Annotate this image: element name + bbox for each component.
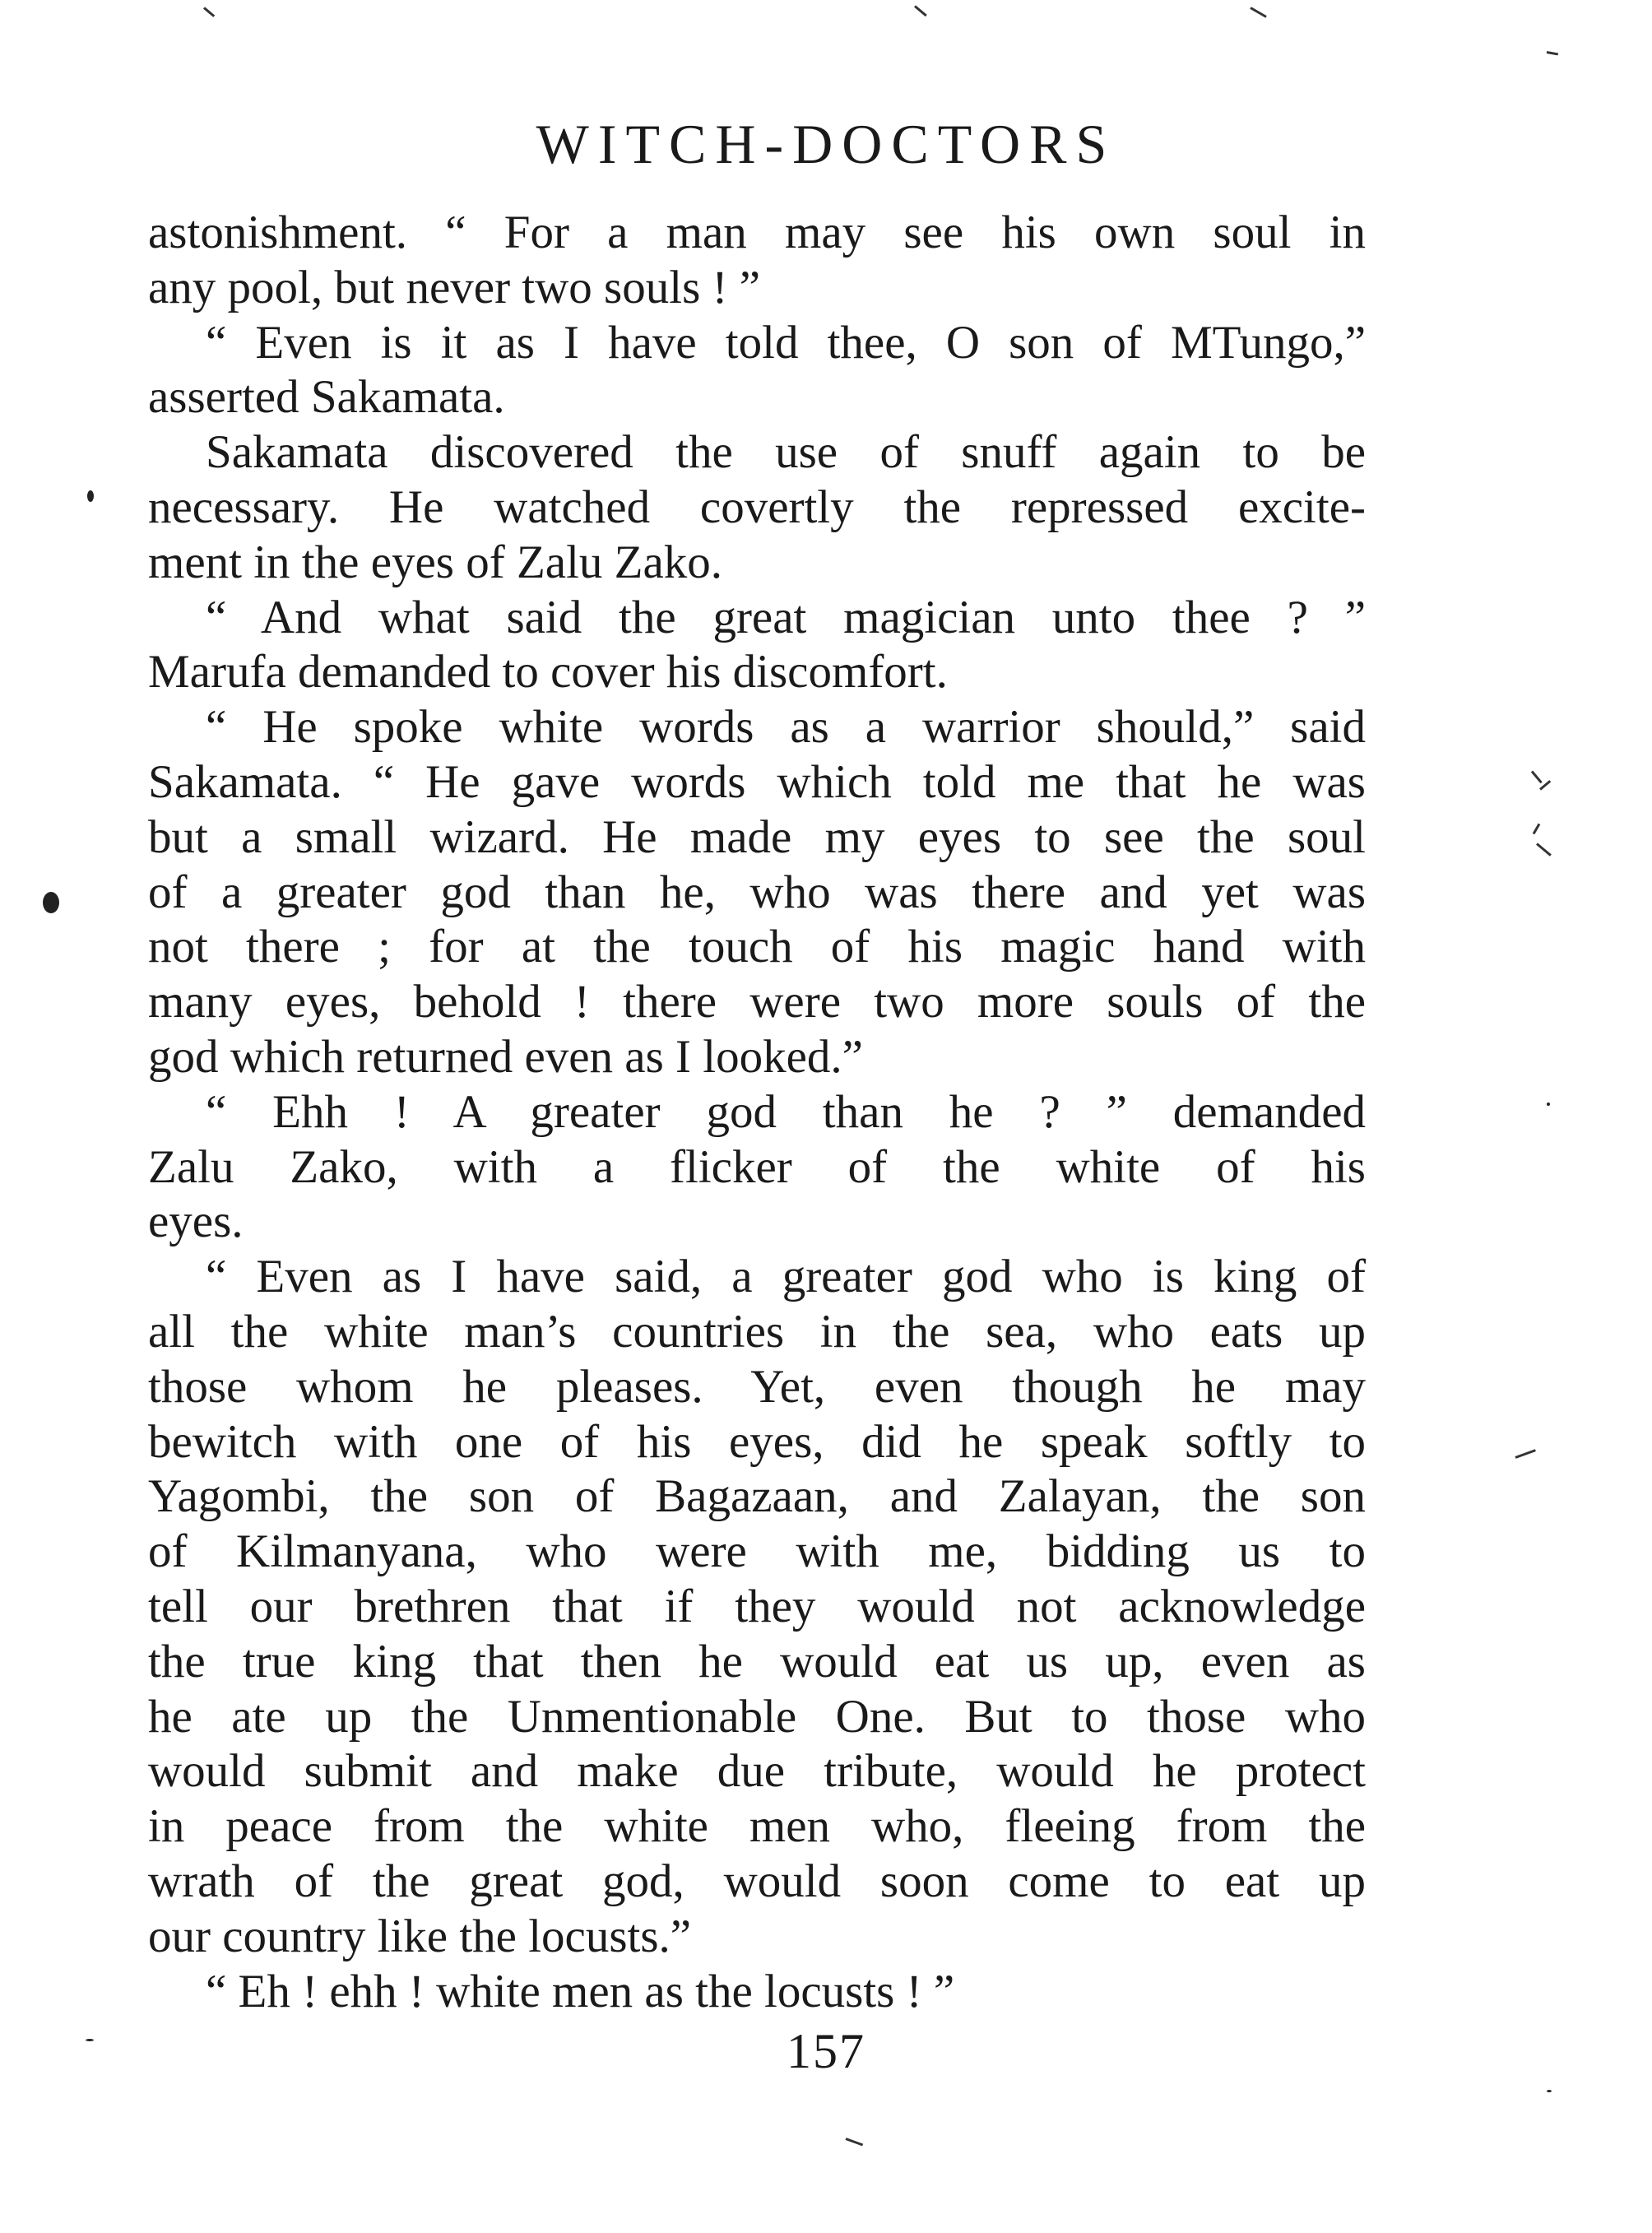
- text-line: he ate up the Unmentionable One. But to those who: [148, 1690, 1366, 1743]
- text-line: “ Even is it as I have told thee, O son of MTungo,”: [206, 316, 1366, 369]
- text-line: “ Eh ! ehh ! white men as the locusts ! ”: [206, 1965, 955, 2017]
- scan-mark: [1547, 51, 1558, 55]
- text-line: all the white man’s countries in the sea, who eats up: [148, 1305, 1366, 1358]
- text-line: “ And what said the great magician unto thee ? ”: [206, 591, 1366, 643]
- text-line: many eyes, behold ! there were two more souls of the: [148, 976, 1366, 1028]
- scan-speck: [1547, 1103, 1550, 1106]
- text-line: god which returned even as I looked.”: [148, 1030, 863, 1083]
- text-line: of a greater god than he, who was there and yet was: [148, 866, 1366, 918]
- scan-mark: [845, 2138, 863, 2146]
- text-line: bewitch with one of his eyes, did he speak softly to: [148, 1415, 1366, 1468]
- text-line: Sakamata discovered the use of snuff again to be: [206, 426, 1366, 479]
- text-line: eyes.: [148, 1195, 244, 1248]
- text-line: asserted Sakamata.: [148, 371, 505, 424]
- text-line: in peace from the white men who, fleeing from the: [148, 1800, 1366, 1853]
- scan-speck: [1547, 2090, 1552, 2092]
- text-line: of Kilmanyana, who were with me, bidding us to: [148, 1525, 1366, 1578]
- scan-mark: [1533, 824, 1541, 835]
- scan-speck: [87, 490, 94, 502]
- text-line: but a small wizard. He made my eyes to see the soul: [148, 810, 1366, 863]
- text-line: “ He spoke white words as a warrior should,” said: [206, 701, 1366, 754]
- page-number: 157: [787, 2024, 865, 2078]
- text-line: Marufa demanded to cover his discomfort.: [148, 646, 948, 699]
- text-line: our country like the locusts.”: [148, 1910, 692, 1962]
- text-line: Yagombi, the son of Bagazaan, and Zalayan, the son: [148, 1470, 1366, 1523]
- text-line: not there ; for at the touch of his magic hand with: [148, 921, 1366, 973]
- scan-speck: [86, 2039, 94, 2041]
- text-line: Sakamata. “ He gave words which told me that he was: [148, 755, 1366, 808]
- text-line: any pool, but never two souls ! ”: [148, 261, 761, 313]
- body-text: [148, 206, 1366, 2019]
- text-line: would submit and make due tribute, would he protect: [148, 1745, 1366, 1798]
- scan-mark: [1515, 1449, 1535, 1459]
- scan-speck: [43, 892, 59, 913]
- text-line: tell our brethren that if they would not acknowledge: [148, 1580, 1366, 1632]
- running-head: WITCH-DOCTORS: [536, 113, 1116, 175]
- text-line: wrath of the great god, would soon come to eat up: [148, 1855, 1366, 1907]
- scan-mark: [914, 5, 927, 16]
- text-line: the true king that then he would eat us up, even as: [148, 1635, 1366, 1688]
- scan-mark: [203, 7, 215, 17]
- text-line: ment in the eyes of Zalu Zako.: [148, 536, 723, 588]
- scan-mark: [1531, 771, 1543, 784]
- text-line: those whom he pleases. Yet, even though he may: [148, 1360, 1366, 1413]
- scan-mark: [1250, 7, 1267, 18]
- text-line: Zalu Zako, with a flicker of the white of his: [148, 1140, 1366, 1193]
- scan-mark: [1536, 843, 1552, 856]
- text-line: necessary. He watched covertly the repressed excite-: [148, 480, 1366, 533]
- text-line: “ Even as I have said, a greater god who is king of: [206, 1251, 1366, 1303]
- text-line: astonishment. “ For a man may see his own soul in: [148, 207, 1366, 258]
- text-line: “ Ehh ! A greater god than he ? ” demanded: [206, 1085, 1366, 1138]
